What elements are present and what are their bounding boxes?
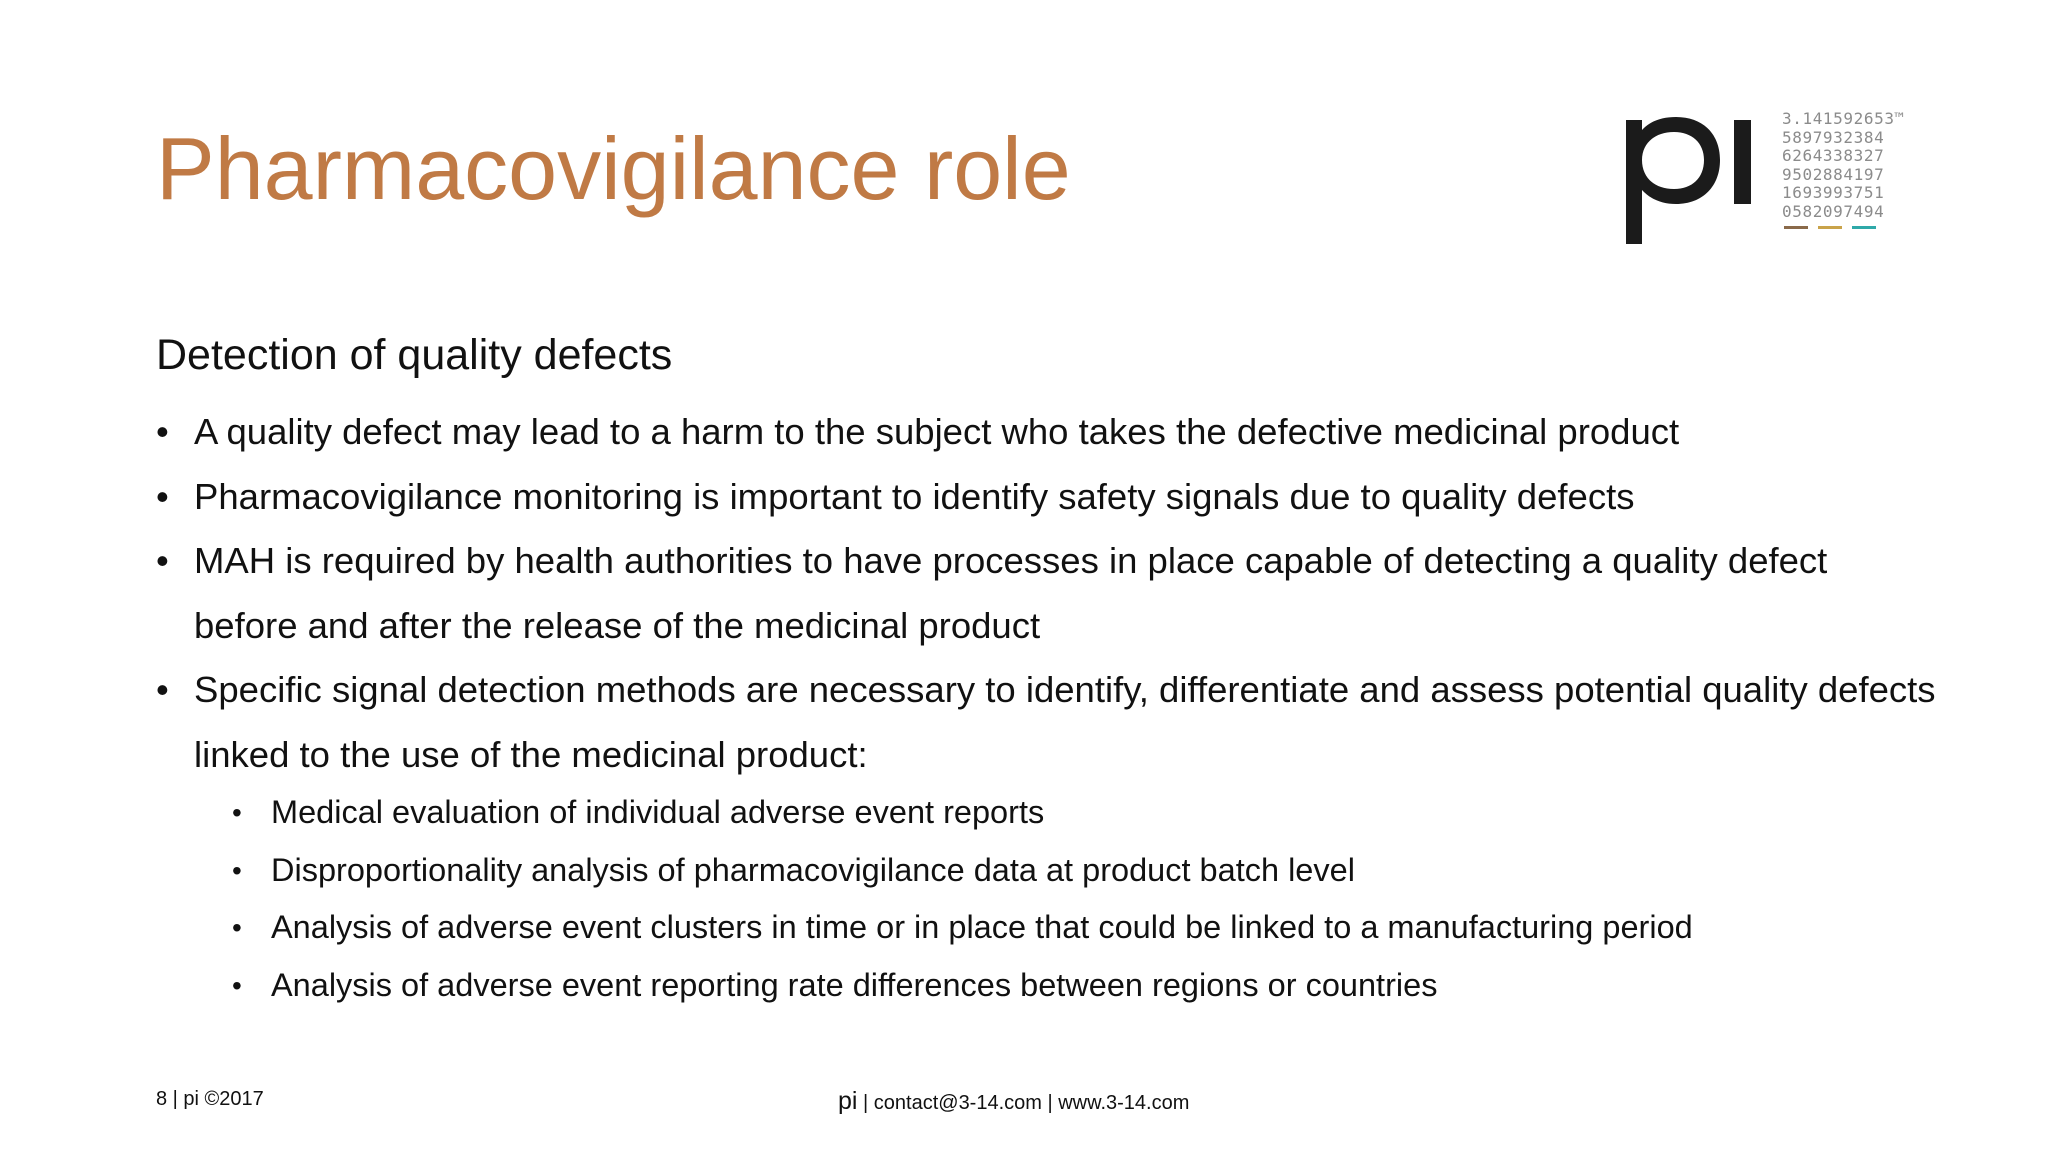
logo-digit-row: 1693993751 (1782, 183, 1885, 203)
pi-logo-letters (1620, 108, 1770, 248)
logo-digit-row: 5897932384 (1782, 127, 1885, 147)
logo-digit-row: 9502884197 (1782, 164, 1885, 184)
sub-bullet-list (156, 784, 1936, 1014)
slide-title: Pharmacovigilance role (156, 119, 1071, 218)
footer-contact-text: | contact@3-14.com | www.3-14.com (857, 1092, 1190, 1114)
sub-bullet-item: • Analysis of adverse event clusters in time or in place that could be linked to a manufacturing period (156, 899, 1936, 957)
bullet-item: • MAH is required by health authorities to have processes in place capable of detecting a quality defect before and after the release of the medicinal product (156, 529, 1936, 658)
pi-logo (1620, 108, 1920, 258)
logo-bar (1818, 226, 1842, 229)
footer-contact (838, 1087, 1189, 1116)
bullet-item: • Pharmacovigilance monitoring is important to identify safety signals due to quality defects (156, 465, 1936, 530)
footer-page-info: 8 | pi ©2017 (156, 1088, 264, 1110)
sub-bullet-item: • Medical evaluation of individual adverse event reports (156, 784, 1936, 842)
main-bullet-list (156, 400, 1936, 787)
sub-bullet-item: • Disproportionality analysis of pharmacovigilance data at product batch level (156, 842, 1936, 900)
section-subheading: Detection of quality defects (156, 331, 673, 379)
sub-bullet-item: • Analysis of adverse event reporting rate differences between regions or countries (156, 957, 1936, 1015)
logo-digit-row: 3.141592653™ (1782, 109, 1905, 128)
pi-logo-digits (1782, 110, 1905, 222)
logo-bar (1784, 226, 1808, 229)
bullet-item: • Specific signal detection methods are necessary to identify, differentiate and assess potential quality defects linked to the use of the medicinal product: (156, 658, 1936, 787)
logo-digit-row: 6264338327 (1782, 146, 1885, 166)
logo-digit-row: 0582097494 (1782, 201, 1885, 221)
logo-bar (1852, 226, 1876, 229)
footer-brand: pi (838, 1087, 858, 1115)
bullet-item: • A quality defect may lead to a harm to the subject who takes the defective medicinal product (156, 400, 1936, 465)
